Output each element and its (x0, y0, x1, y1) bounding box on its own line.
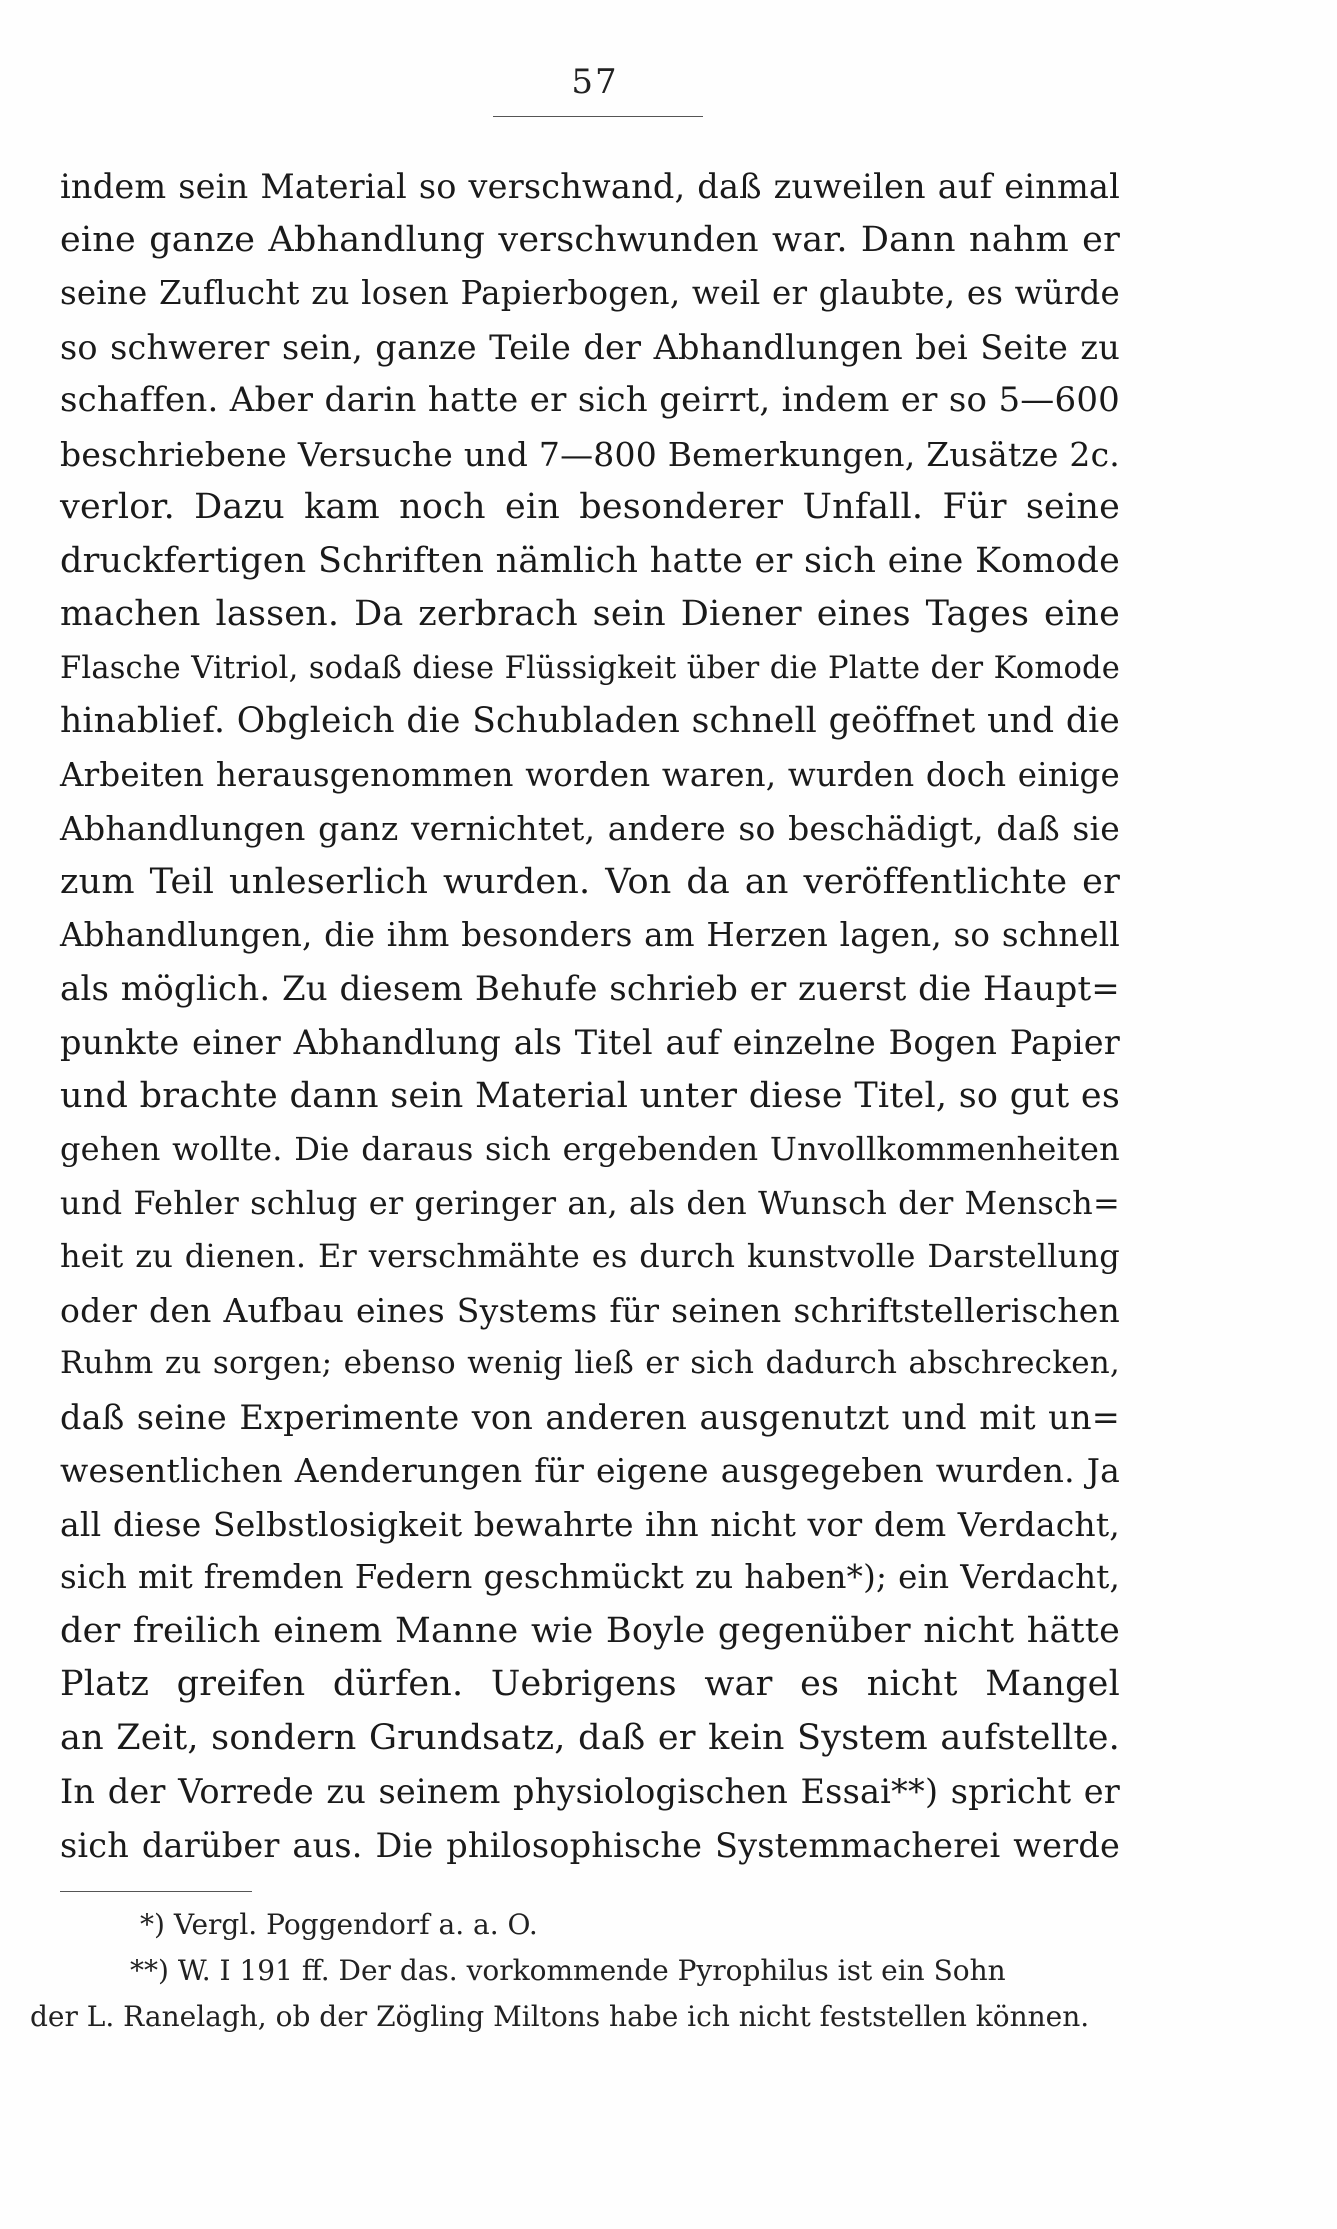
text-line: zum Teil unleserlich wurden. Von da an veröffentlichte er (60, 861, 1120, 902)
text-line: und Fehler schlug er geringer an, als den Wunsch der Mensch= (60, 1183, 1120, 1222)
text-line: seine Zuflucht zu losen Papierbogen, weil er glaubte, es würde (60, 274, 1120, 312)
text-line: daß seine Experimente von anderen ausgenutzt und mit un= (60, 1397, 1120, 1437)
text-line: machen lassen. Da zerbrach sein Diener eines Tages eine (60, 594, 1120, 634)
text-line: Flasche Vitriol, sodaß diese Flüssigkeit über die Platte der Komode (60, 650, 1120, 686)
text-line: druckfertigen Schriften nämlich hatte er sich eine Komode (60, 540, 1120, 581)
body-text (60, 160, 1120, 1872)
page-number: 57 (571, 62, 619, 102)
text-line: eine ganze Abhandlung verschwunden war. Dann nahm er (60, 219, 1120, 260)
text-line: all diese Selbstlosigkeit bewahrte ihn nicht vor dem Verdacht, (60, 1504, 1120, 1544)
text-line: Arbeiten herausgenommen worden waren, wurden doch einige (60, 755, 1120, 794)
text-line: sich darüber aus. Die philosophische Systemmacherei werde (60, 1825, 1120, 1865)
footnote-rule (60, 1891, 252, 1892)
text-line: der freilich einem Manne wie Boyle gegenüber nicht hätte (60, 1610, 1120, 1651)
text-line: sich mit fremden Federn geschmückt zu haben*); ein Verdacht, (60, 1558, 1120, 1596)
text-line: so schwerer sein, ganze Teile der Abhandlungen bei Seite zu (60, 327, 1120, 367)
footnotes (30, 1902, 1120, 2040)
text-line: hinablief. Obgleich die Schubladen schnell geöffnet und die (60, 701, 1120, 741)
footnote-1: *) Vergl. Poggendorf a. a. O. (140, 1908, 538, 1941)
text-line: indem sein Material so verschwand, daß zuweilen auf einmal (60, 167, 1120, 206)
header-rule (493, 116, 703, 117)
text-line: als möglich. Zu diesem Behufe schrieb er zuerst die Haupt= (60, 968, 1120, 1009)
text-line: an Zeit, sondern Grundsatz, daß er kein System aufstellte. (60, 1717, 1120, 1758)
text-line: verlor. Dazu kam noch ein besonderer Unfall. Für seine (60, 487, 1120, 527)
footnote-2-continued: der L. Ranelagh, ob der Zögling Miltons habe ich nicht feststellen können. (30, 2000, 1090, 2033)
text-line: In der Vorrede zu seinem physiologischen Essai**) spricht er (60, 1772, 1120, 1811)
text-line: Abhandlungen ganz vernichtet, andere so beschädigt, daß sie (60, 809, 1120, 848)
text-line: beschriebene Versuche und 7—800 Bemerkungen, Zusätze 2c. (60, 434, 1120, 474)
footnote-2: **) W. I 191 ff. Der das. vorkommende Pyrophilus ist ein Sohn (130, 1954, 1006, 1987)
text-line: schaffen. Aber darin hatte er sich geirrt, indem er so 5—600 (60, 380, 1120, 420)
text-line: Platz greifen dürfen. Uebrigens war es nicht Mangel (60, 1664, 1120, 1704)
text-line: gehen wollte. Die daraus sich ergebenden Unvollkommenheiten (60, 1130, 1120, 1168)
text-line: heit zu dienen. Er verschmähte es durch kunstvolle Darstellung (60, 1237, 1120, 1275)
text-line: Ruhm zu sorgen; ebenso wenig ließ er sich dadurch abschrecken, (60, 1345, 1120, 1381)
text-line: oder den Aufbau eines Systems für seinen schriftstellerischen (60, 1290, 1120, 1330)
text-line: und brachte dann sein Material unter diese Titel, so gut es (60, 1075, 1120, 1116)
text-line: wesentlichen Aenderungen für eigene ausgegeben wurden. Ja (60, 1451, 1120, 1490)
text-line: Abhandlungen, die ihm besonders am Herzen lagen, so schnell (60, 916, 1120, 954)
text-line: punkte einer Abhandlung als Titel auf einzelne Bogen Papier (60, 1023, 1120, 1062)
